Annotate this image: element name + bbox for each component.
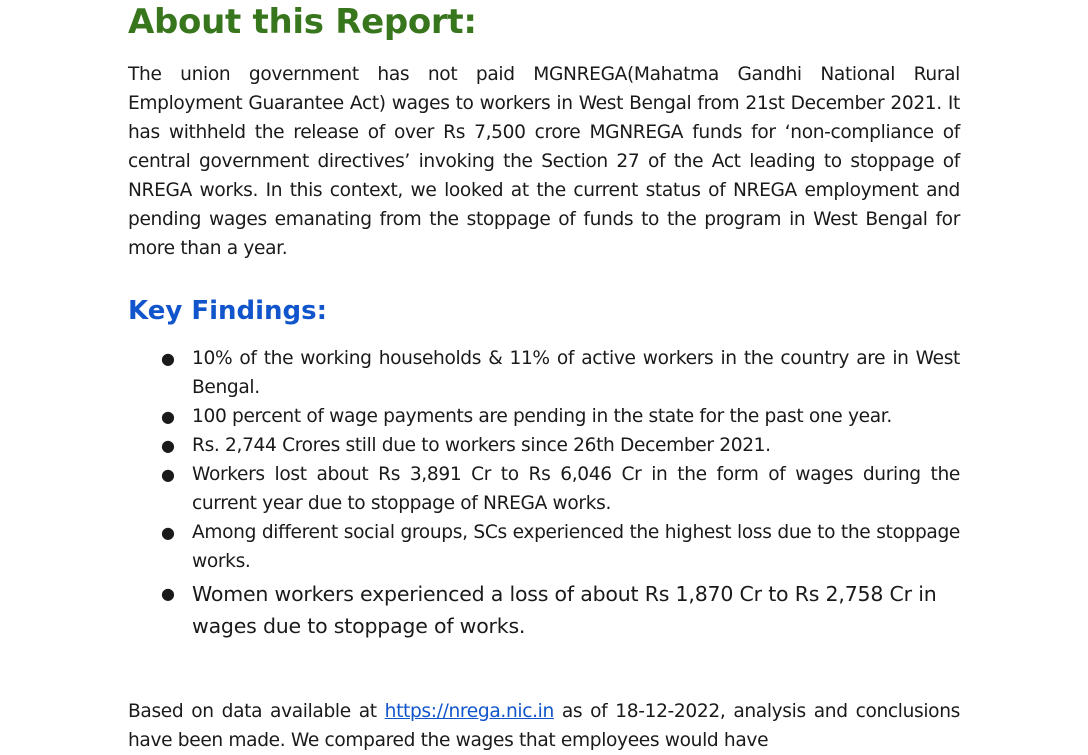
key-findings-list: [128, 344, 960, 642]
bullet-icon: ●: [161, 407, 175, 426]
bullet-icon: ●: [161, 523, 175, 542]
list-item: [128, 431, 960, 460]
list-item: [128, 578, 960, 642]
list-item: [128, 344, 960, 402]
list-item: [128, 518, 960, 576]
finding-text: Workers lost about Rs 3,891 Cr to Rs 6,046 Cr in the form of wages during the current year due to stoppage of NREGA works.: [192, 464, 960, 514]
intro-paragraph: The union government has not paid MGNREGA(Mahatma Gandhi National Rural Employment Guarantee Act) wages to workers in West Bengal from 21st December 2021. It has withheld the release of over Rs 7,500 crore MGNREGA funds for ‘non-compliance of central government directives’ invoking the Section 27 of the Act leading to stoppage of NREGA works. In this context, we looked at the current status of NREGA employment and pending wages emanating from the stoppage of funds to the program in West Bengal for more than a year.: [128, 64, 960, 259]
key-findings-title: Key Findings:: [128, 296, 328, 326]
data-source-paragraph: [128, 697, 960, 755]
bullet-icon: ●: [161, 465, 175, 484]
nrega-link[interactable]: https://nrega.nic.in: [384, 701, 554, 722]
bullet-icon: ●: [161, 349, 175, 368]
bullet-icon: ●: [161, 584, 175, 603]
list-item: [128, 460, 960, 518]
finding-text: Among different social groups, SCs experienced the highest loss due to the stoppage works.: [192, 522, 960, 572]
finding-text: 100 percent of wage payments are pending in the state for the past one year.: [192, 406, 892, 427]
bullet-icon: ●: [161, 436, 175, 455]
report-title: About this Report:: [128, 2, 477, 42]
data-source-text-after: as of 18-12-2022, analysis and conclusions have been made. We compared the wages that employees would have: [128, 701, 960, 751]
data-source-text-before: Based on data available at: [128, 701, 385, 722]
finding-text: Women workers experienced a loss of about Rs 1,870 Cr to Rs 2,758 Cr in wages due to stoppage of works.: [192, 582, 937, 638]
finding-text: 10% of the working households & 11% of active workers in the country are in West Bengal.: [192, 348, 960, 398]
list-item: [128, 402, 960, 431]
finding-text: Rs. 2,744 Crores still due to workers since 26th December 2021.: [192, 435, 771, 456]
